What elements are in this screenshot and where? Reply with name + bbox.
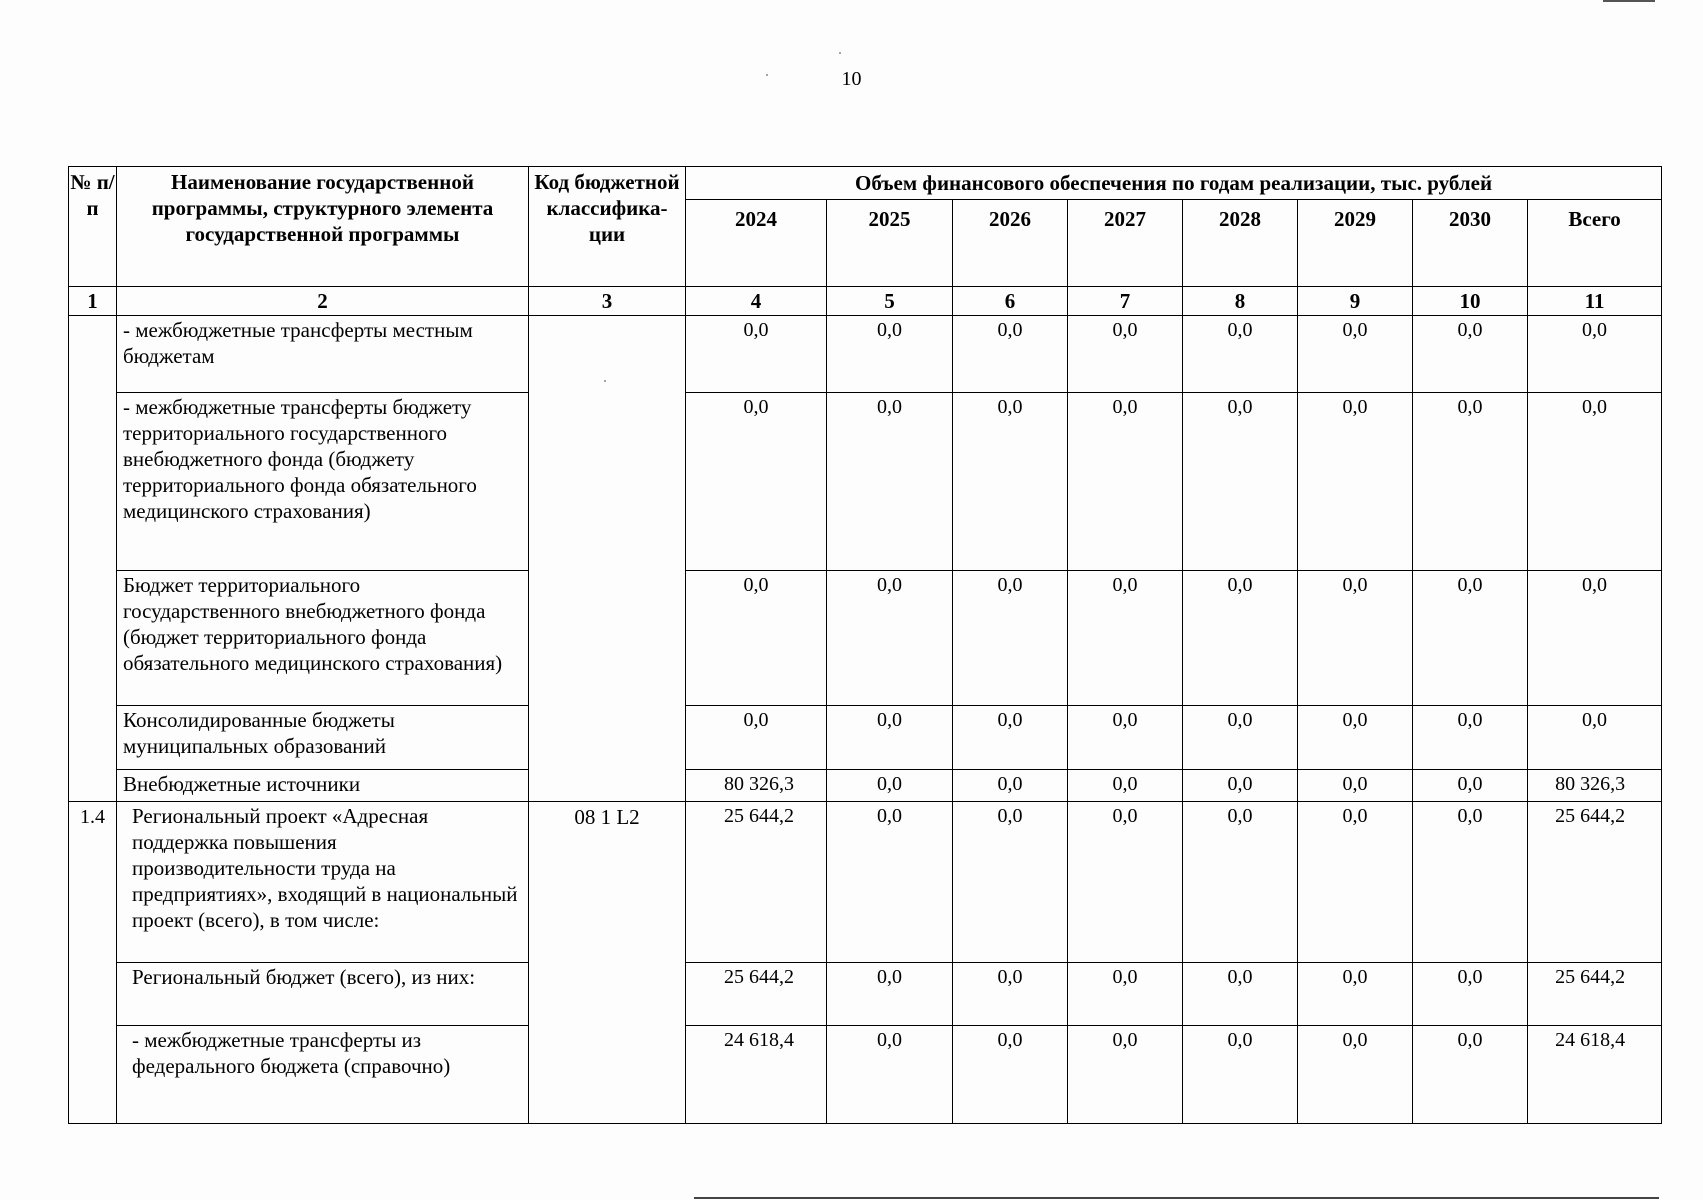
row-code: 08 1 L2 [529,802,686,1124]
value-cell: 0,0 [827,1026,953,1124]
value-cell: 0,0 [827,393,953,571]
value-cell: 0,0 [1298,706,1413,770]
value-cell: 0,0 [1413,802,1528,963]
value-cell: 0,0 [1068,571,1183,706]
value-cell: 0,0 [1298,770,1413,802]
value-cell: 25 644,2 [1528,802,1662,963]
row-number-empty [69,316,117,802]
value-cell: 0,0 [686,706,827,770]
page-number: 10 [841,68,862,90]
value-cell: 0,0 [827,963,953,1026]
value-cell: 0,0 [827,316,953,393]
row-code-empty [529,316,686,802]
value-cell: 0,0 [1183,963,1298,1026]
value-cell: 0,0 [1413,963,1528,1026]
value-cell: 0,0 [686,393,827,571]
column-index: 10 [1413,287,1528,316]
table-row [69,1026,1662,1124]
value-cell: 0,0 [953,706,1068,770]
value-cell: 0,0 [953,770,1068,802]
row-name: - межбюджетные трансферты из федерального бюджета (справочно) [117,1026,529,1124]
value-cell: 0,0 [827,802,953,963]
value-cell: 0,0 [1068,963,1183,1026]
value-cell: 0,0 [686,316,827,393]
row-name: - межбюджетные трансферты местным бюджетам [117,316,529,393]
value-cell: 0,0 [1413,706,1528,770]
value-cell: 24 618,4 [686,1026,827,1124]
value-cell: 0,0 [1068,1026,1183,1124]
value-cell: 0,0 [1528,393,1662,571]
table-row [69,571,1662,706]
value-cell: 0,0 [1413,571,1528,706]
value-cell: 0,0 [1413,393,1528,571]
value-cell: 0,0 [1068,706,1183,770]
value-cell: 0,0 [953,393,1068,571]
value-cell: 0,0 [827,706,953,770]
column-index: 11 [1528,287,1662,316]
scan-edge-line [694,1197,1659,1199]
value-cell: 0,0 [1528,706,1662,770]
row-name: Региональный бюджет (всего), из них: [117,963,529,1026]
value-cell: 0,0 [1298,802,1413,963]
value-cell: 0,0 [1528,316,1662,393]
value-cell: 80 326,3 [1528,770,1662,802]
row-name: Бюджет территориального государственного внебюджетного фонда (бюджет территориального фонда обязательного медицинского страхования) [117,571,529,706]
value-cell: 0,0 [1298,963,1413,1026]
header-year: 2030 [1413,200,1528,287]
value-cell: 0,0 [1298,571,1413,706]
value-cell: 0,0 [1413,1026,1528,1124]
header-year: 2029 [1298,200,1413,287]
header-num: № п/п [69,167,117,287]
value-cell: 25 644,2 [686,963,827,1026]
scan-edge-mark [1603,0,1655,2]
value-cell: 0,0 [953,963,1068,1026]
header-year: 2028 [1183,200,1298,287]
value-cell: 0,0 [953,316,1068,393]
header-funding: Объем финансового обеспечения по годам реализации, тыс. рублей [686,167,1662,200]
value-cell: 80 326,3 [686,770,827,802]
scan-speck [766,74,768,76]
header-name: Наименование государственной программы, структурного элемента государственной программы [117,167,529,287]
value-cell: 0,0 [953,571,1068,706]
value-cell: 0,0 [1183,571,1298,706]
column-index: 4 [686,287,827,316]
value-cell: 0,0 [1068,393,1183,571]
value-cell: 0,0 [1183,802,1298,963]
value-cell: 0,0 [1068,316,1183,393]
column-index: 2 [117,287,529,316]
value-cell: 0,0 [1528,571,1662,706]
table-row [69,393,1662,571]
value-cell: 0,0 [1068,770,1183,802]
table-row [69,770,1662,802]
value-cell: 25 644,2 [1528,963,1662,1026]
value-cell: 0,0 [1298,316,1413,393]
table-row [69,706,1662,770]
column-index: 9 [1298,287,1413,316]
header-year: 2026 [953,200,1068,287]
value-cell: 0,0 [953,1026,1068,1124]
row-name: Консолидированные бюджеты муниципальных образований [117,706,529,770]
value-cell: 0,0 [1298,1026,1413,1124]
financing-table [68,166,1662,1124]
header-year: 2025 [827,200,953,287]
header-year: 2024 [686,200,827,287]
table-row [69,802,1662,963]
value-cell: 0,0 [1183,393,1298,571]
value-cell: 0,0 [1183,770,1298,802]
value-cell: 24 618,4 [1528,1026,1662,1124]
column-index: 3 [529,287,686,316]
column-index: 6 [953,287,1068,316]
table-row [69,316,1662,393]
value-cell: 0,0 [1068,802,1183,963]
value-cell: 0,0 [686,571,827,706]
value-cell: 0,0 [1413,770,1528,802]
value-cell: 0,0 [1183,706,1298,770]
column-index: 7 [1068,287,1183,316]
row-name: Внебюджетные источники [117,770,529,802]
value-cell: 0,0 [827,571,953,706]
value-cell: 0,0 [827,770,953,802]
header-code: Код бюджетной классифика-ции [529,167,686,287]
header-year: 2027 [1068,200,1183,287]
value-cell: 0,0 [1183,316,1298,393]
row-name: Региональный проект «Адресная поддержка повышения производительности труда на предприятиях», входящий в национальный проект (всего), в том числе: [117,802,529,963]
column-index: 8 [1183,287,1298,316]
row-number: 1.4 [69,802,117,1124]
value-cell: 25 644,2 [686,802,827,963]
value-cell: 0,0 [1413,316,1528,393]
table-row [69,963,1662,1026]
value-cell: 0,0 [1298,393,1413,571]
value-cell: 0,0 [953,802,1068,963]
scan-speck [839,52,841,54]
column-index: 1 [69,287,117,316]
row-name: - межбюджетные трансферты бюджету территориального государственного внебюджетного фонда (бюджету территориального фонда обязательного медицинского страхования) [117,393,529,571]
value-cell: 0,0 [1183,1026,1298,1124]
header-total: Всего [1528,200,1662,287]
column-index: 5 [827,287,953,316]
